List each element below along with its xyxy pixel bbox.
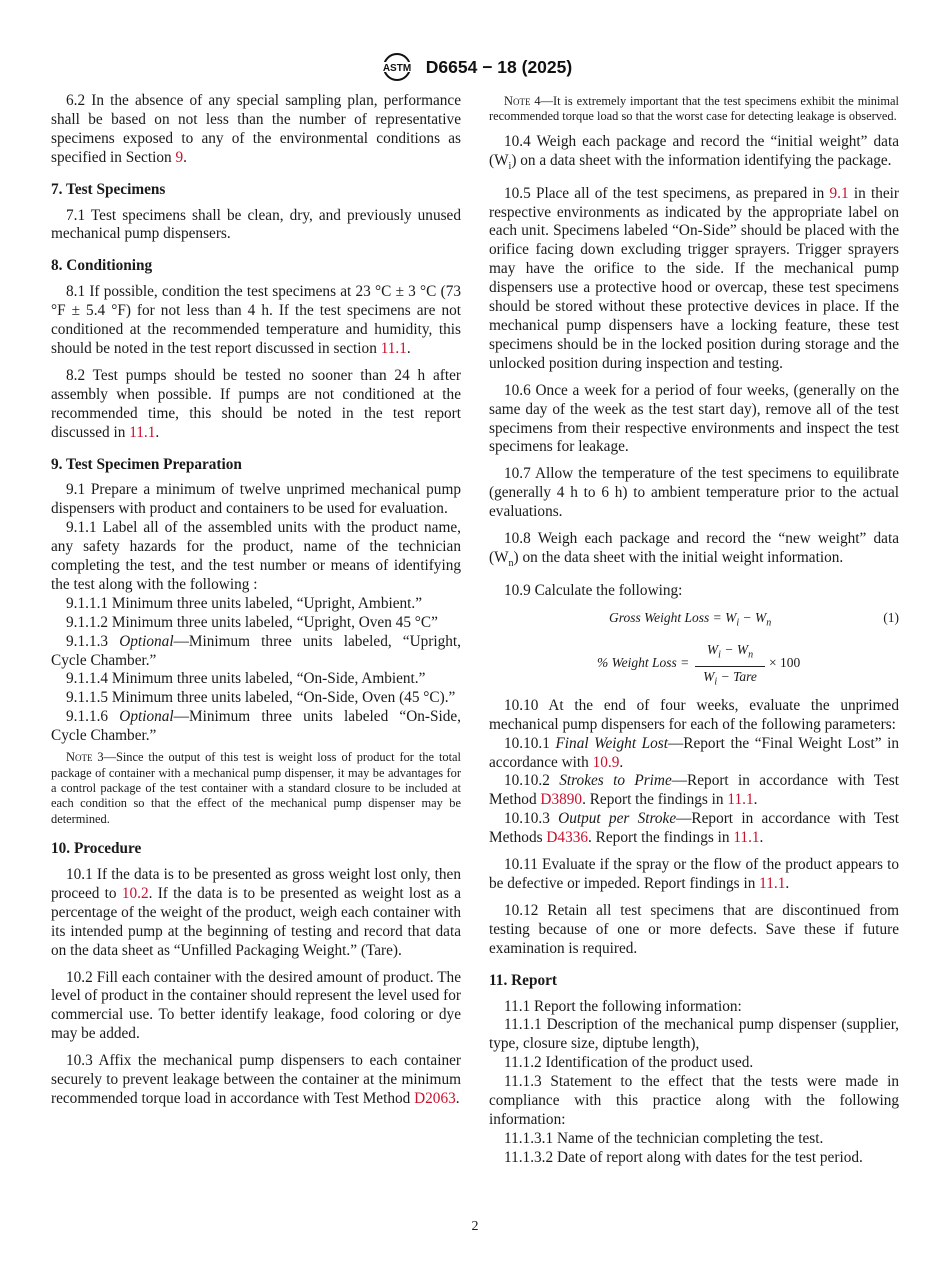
left-column (51, 92, 461, 1117)
page-number: 2 (471, 1219, 479, 1234)
paragraph-10-9: 10.9 Calculate the following: (504, 581, 683, 599)
svg-text:ASTM: ASTM (382, 63, 411, 74)
d4336-link[interactable]: D4336 (546, 829, 589, 847)
paragraph-9-1-1-1: 9.1.1.1 Minimum three units labeled, “Upright, Ambient.” (66, 594, 423, 612)
note-3: Note 3—Since the output of this test is weight loss of product for the total package of container with a mechanical pump dispenser, it may be advantages for a control package of the test container with a standard closure to be included at each condition so that the effect of the mechanical pump dispenser may be determined. (51, 750, 461, 826)
paragraph-10-2: 10.2 Fill each container with the desired amount of product. The level of product in the container should represent the level used for commercial use. To better identify leakage, food coloring or dye may be added. (51, 968, 461, 1043)
paragraph-10-10: 10.10 At the end of four weeks, evaluate the unprimed mechanical pump dispensers for each of the following parameters: (489, 696, 899, 733)
paragraph-10-4: 10.4 Weigh each package and record the “initial weight” data $(W_i)$ on a data sheet with the information identifying the package. (489, 132, 899, 172)
section-10-2-link[interactable]: 10.2 (121, 884, 149, 902)
document-code: D6654 − 18 (2025) (425, 56, 573, 77)
d2063-link[interactable]: D2063 (414, 1090, 456, 1107)
section-9-heading: 9. Test Specimen Preparation (51, 455, 242, 473)
paragraph-9-1-1-2: 9.1.1.2 Minimum three units labeled, “Upright, Oven 45 °C” (66, 613, 438, 631)
section-10-heading: 10. Procedure (51, 840, 142, 858)
paragraph-7-1: 7.1 Test specimens shall be clean, dry, and previously unused mechanical pump dispensers. (51, 206, 461, 243)
section-8-heading: 8. Conditioning (51, 257, 153, 275)
paragraph-9-1-1-3: 9.1.1.3 Optional—Minimum three units labeled, “Upright, Cycle Chamber.” (51, 632, 461, 669)
section-9-link[interactable]: 9 (175, 148, 184, 166)
paragraph-11-1-2: 11.1.2 Identification of the product used. (504, 1054, 754, 1072)
paragraph-10-5: 10.5 Place all of the test specimens, as prepared in 9.1 in their respective environments as indicated by the appropriate label on each unit. Specimens labeled “On-Side” should be placed with the orifice facing down excluding trigger sprayers. Trigger sprayers may have the orifice to the side. If the mechanical pump dispensers use a protective hood or overcap, these test specimens should be stored without these protective devices in place. If the mechanical pump dispensers have a locking feature, these test specimens should be in the locked position during storage and the unlocked position during inspection and testing. (489, 184, 899, 372)
section-11-1-link[interactable]: 11.1 (727, 791, 754, 809)
paragraph-11-1-3: 11.1.3 Statement to the effect that the tests were made in compliance with this practice along with the following information: (489, 1073, 899, 1128)
section-11-1-link[interactable]: 11.1 (380, 339, 407, 357)
equation-number: (1) (883, 609, 899, 625)
paragraph-10-10-2: 10.10.2 Strokes to Prime—Report in accordance with Test Method D3890. Report the findings in 11.1. (489, 772, 899, 809)
paragraph-10-11: 10.11 Evaluate if the spray or the flow of the product appears to be defective or impeded. Report findings in 11.1. (489, 856, 899, 892)
paragraph-8-2: 8.2 Test pumps should be tested no sooner than 24 h after assembly when possible. If pumps are not conditioned at the recommended time, this should be noted in the test report discussed in 11.1. (51, 366, 461, 441)
paragraph-10-8: 10.8 Weigh each package and record the “new weight” data $(W_n)$ on the data sheet with the initial weight information. (489, 530, 899, 570)
paragraph-9-1-1: 9.1.1 Label all of the assembled units with the product name, any safety hazards for the product, name of the technician completing the test, and the test number or means of identifying the test along with the following : (51, 519, 461, 593)
paragraph-10-10-1: 10.10.1 Final Weight Lost—Report the “Final Weight Lost” in accordance with 10.9. (489, 734, 899, 771)
paragraph-11-1-3-2: 11.1.3.2 Date of report along with dates for the test period. (504, 1148, 863, 1166)
paragraph-10-12: 10.12 Retain all test specimens that are discontinued from testing because of one or more defects. Save these if future examination is required. (489, 901, 899, 957)
paragraph-9-1-1-4: 9.1.1.4 Minimum three units labeled, “On-Side, Ambient.” (66, 670, 426, 688)
paragraph-6-2: 6.2 In the absence of any special sampling plan, performance shall be based on not less than the number of representative specimens exposed to any of the environmental conditions as specified in Section 9. (51, 92, 461, 166)
paragraph-8-1: 8.1 If possible, condition the test specimens at 23 °C ± 3 °C (73 °F ± 5.4 °F) for not less than 4 h. If the test specimens are not conditioned at the recommended temperature and humidity, this should be noted in the test report discussed in section 11.1. (51, 283, 461, 357)
paragraph-9-1-1-6: 9.1.1.6 Optional—Minimum three units labeled “On-Side, Cycle Chamber.” (51, 708, 462, 745)
right-column (489, 92, 899, 1168)
page-header (0, 52, 950, 82)
paragraph-9-1-1-5: 9.1.1.5 Minimum three units labeled, “On-Side, Oven (45 °C).” (66, 689, 456, 707)
d3890-link[interactable]: D3890 (540, 791, 583, 809)
note-4: Note 4—It is extremely important that the test specimens exhibit the minimal recommended torque load so that the worst case for detecting leakage is observed. (489, 94, 899, 124)
paragraph-10-6: 10.6 Once a week for a period of four weeks, (generally on the same day of the week as the test start day), remove all of the test specimens from their respective environments and inspect the test specimens for leakage. (489, 381, 899, 456)
paragraph-10-1: 10.1 If the data is to be presented as gross weight lost only, then proceed to 10.2. If the data is to be presented as weight lost as a percentage of the weight of the product, weigh each container with its intended pump at the beginning of testing and record that data on the data sheet as “Unfilled Packaging Weight.” (Tare). (51, 866, 461, 959)
astm-logo-icon (378, 52, 416, 82)
section-11-heading: 11. Report (489, 971, 557, 989)
paragraph-10-7: 10.7 Allow the temperature of the test specimens to equilibrate (generally 4 h to 6 h) to ambient temperature prior to the actual evaluations. (489, 465, 899, 521)
section-10-9-link[interactable]: 10.9 (592, 753, 620, 771)
equation-2: % Weight Loss = $W_i - W_n$ $W_i$ − Tare × 100 (597, 641, 801, 689)
paragraph-10-10-3: 10.10.3 Output per Stroke—Report in accordance with Test Methods D4336. Report the findings in 11.1. (489, 810, 900, 847)
section-11-1-link[interactable]: 11.1 (733, 829, 760, 847)
paragraph-11-1: 11.1 Report the following information: (504, 997, 742, 1015)
equation-1: Gross Weight Loss = $W_i - W_n$ (1) (609, 609, 899, 629)
section-11-1-link[interactable]: 11.1 (759, 875, 786, 892)
section-7-heading: 7. Test Specimens (51, 180, 166, 198)
paragraph-10-3: 10.3 Affix the mechanical pump dispensers to each container securely to prevent leakage between the container at the minimum recommended torque load in accordance with Test Method D2063. (51, 1052, 461, 1107)
paragraph-9-1: 9.1 Prepare a minimum of twelve unprimed mechanical pump dispensers with product and containers to be used for evaluation. (51, 481, 461, 518)
paragraph-11-1-1: 11.1.1 Description of the mechanical pump dispenser (supplier, type, closure size, diptube length), (489, 1016, 899, 1053)
section-11-1-link[interactable]: 11.1 (129, 423, 156, 441)
section-9-1-link[interactable]: 9.1 (829, 184, 849, 202)
paragraph-11-1-3-1: 11.1.3.1 Name of the technician completing the test. (504, 1129, 824, 1147)
